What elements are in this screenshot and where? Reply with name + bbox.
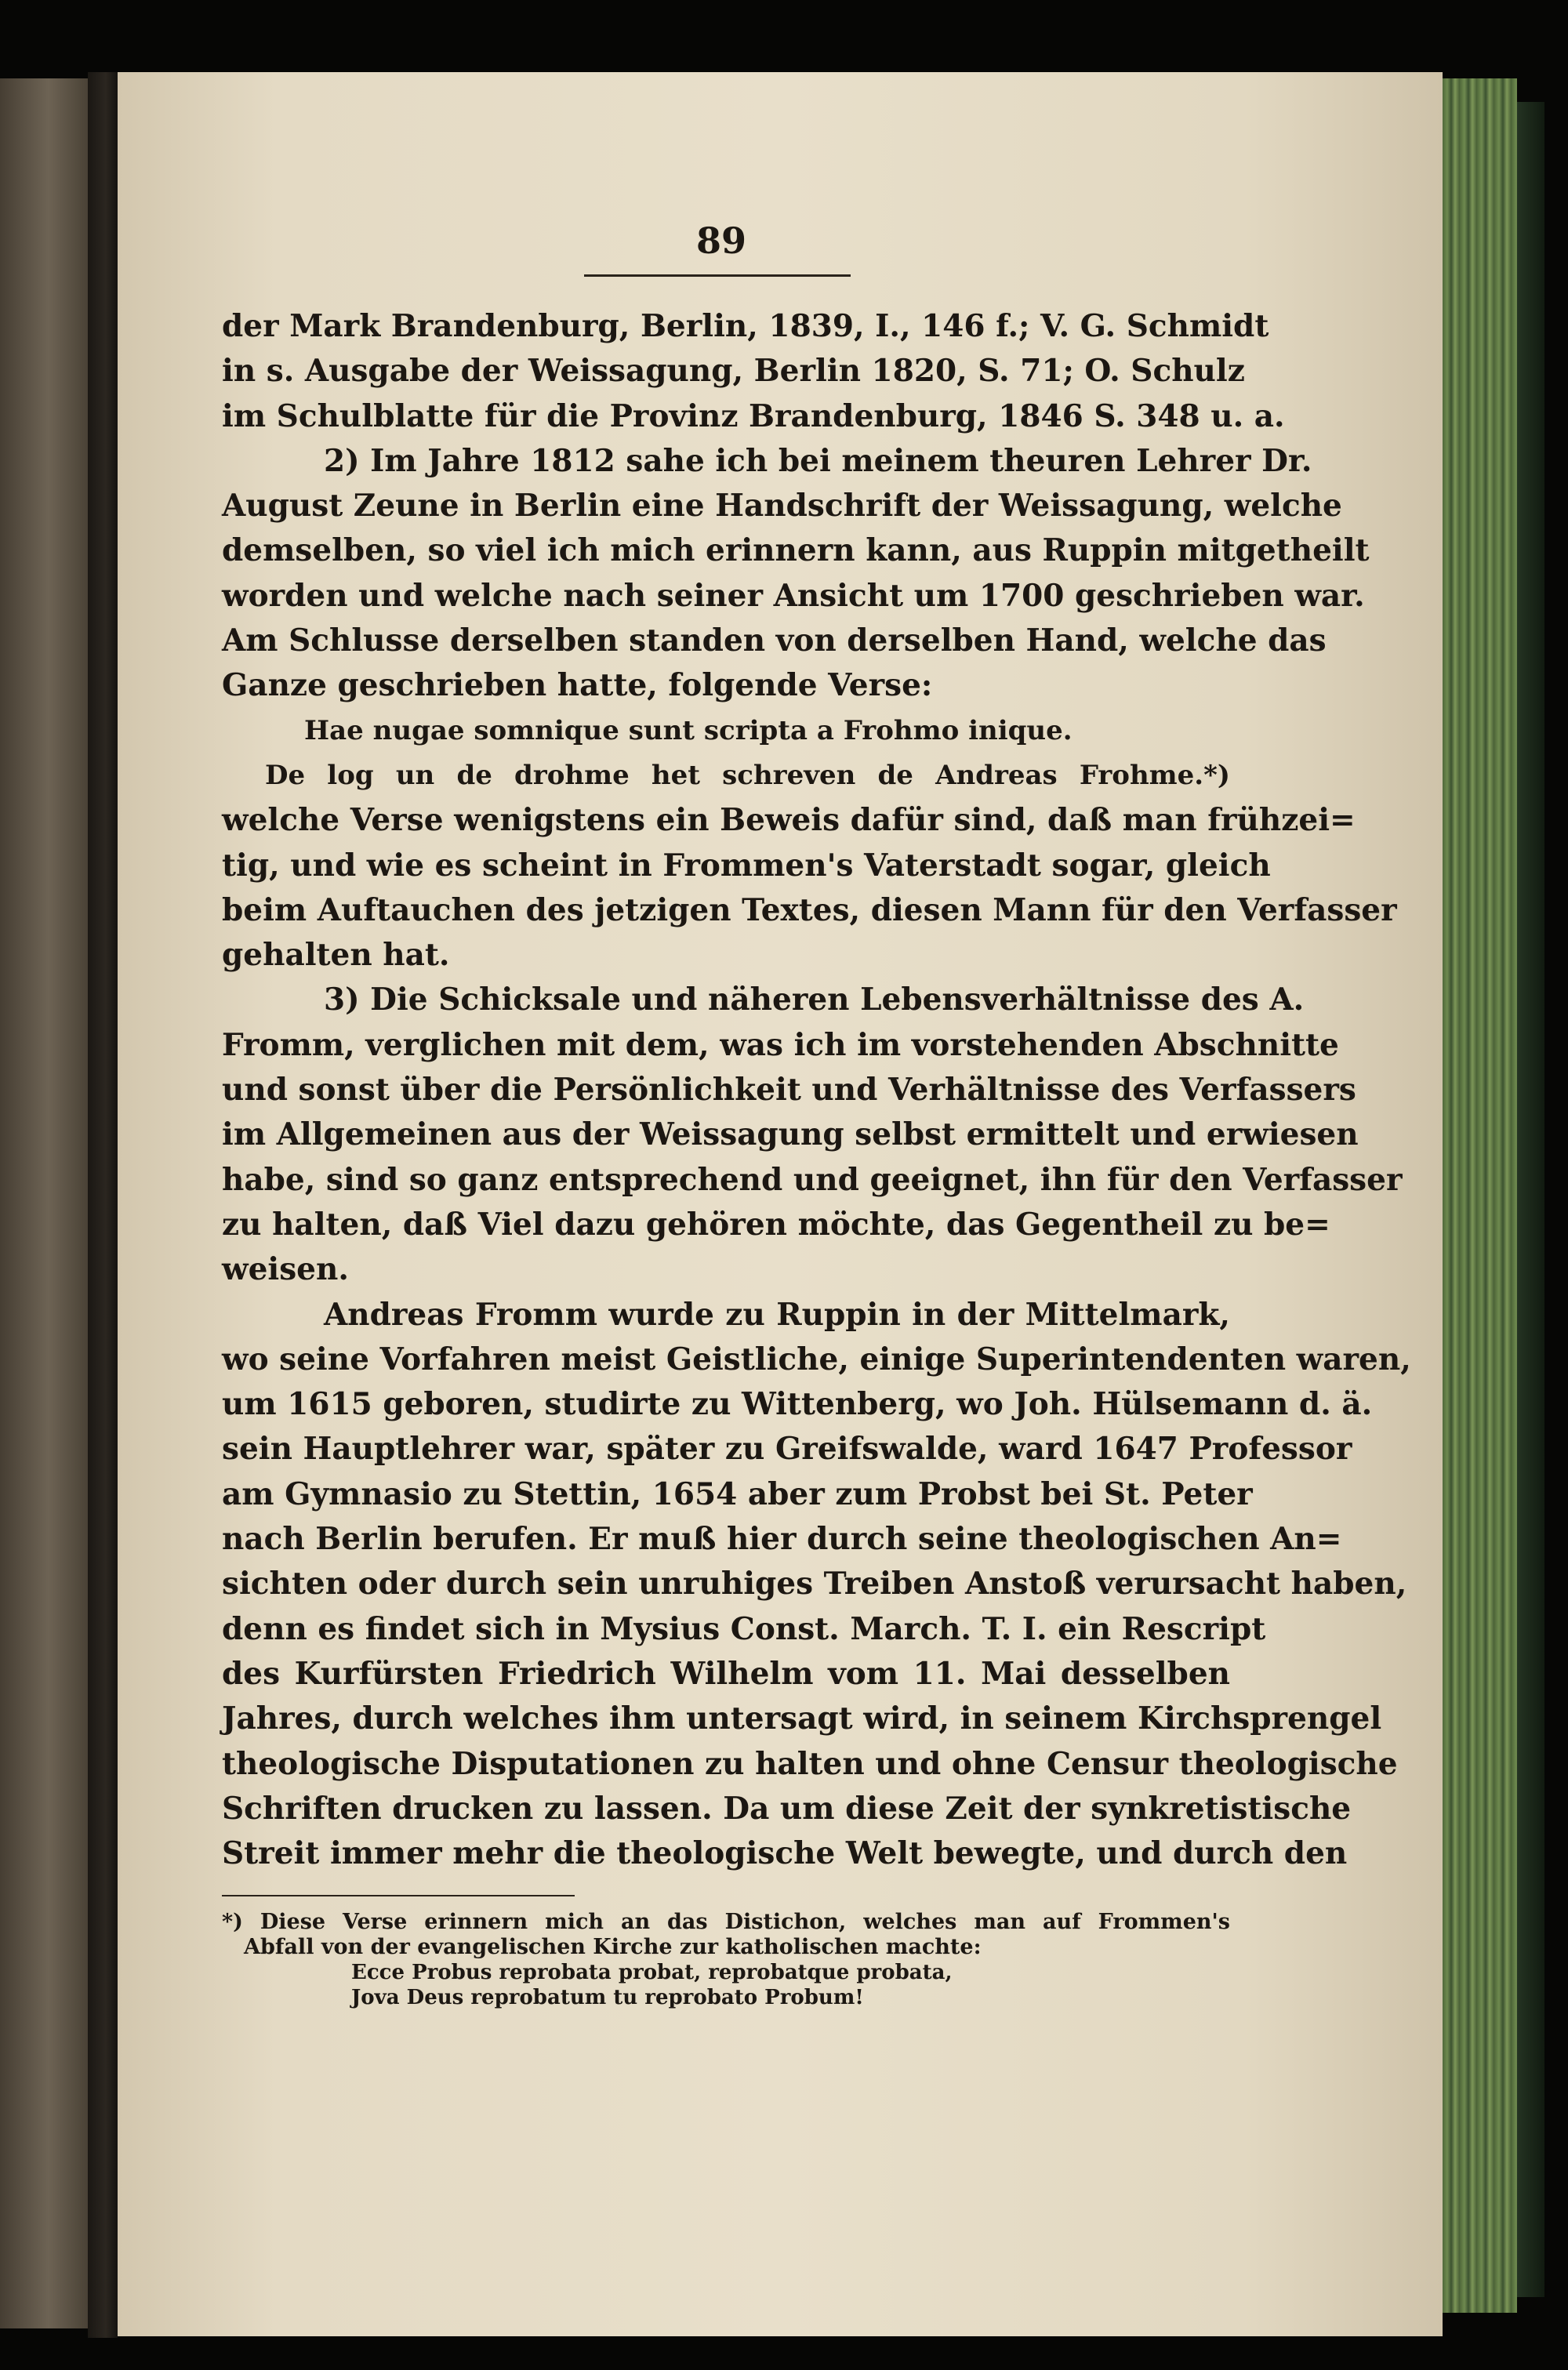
text-line: um 1615 geboren, studirte zu Wittenberg, wo Joh. Hülsemann d. ä. [222,1386,1373,1423]
text-line: denn es findet sich in Mysius Const. March. T. I. ein Rescript [222,1610,1266,1647]
footnote-verse-line: Jova Deus reprobatum tu reprobato Probum! [351,1986,864,2009]
text-line: Ganze geschrieben hatte, folgende Verse: [222,667,933,704]
text-line: Jahres, durch welches ihm untersagt wird, in seinem Kirchsprengel [222,1700,1382,1737]
footnote [222,1910,1230,2010]
text-line: theologische Disputationen zu halten und ohne Censur theologische [222,1745,1398,1782]
text-line: sichten oder durch sein unruhiges Treiben Anstoß verursacht haben, [222,1566,1407,1602]
header-rule [584,274,851,277]
left-page-edge [0,78,88,2328]
text-line: wo seine Vorfahren meist Geistliche, einige Superintendenten waren, [222,1341,1411,1377]
text-line: der Mark Brandenburg, Berlin, 1839, I., 146 f.; V. G. Schmidt [222,308,1269,344]
book-cover-edge [1517,102,1544,2297]
text-line: und sonst über die Persönlichkeit und Verhältnisse des Verfassers [222,1072,1356,1109]
text-line: weisen. [222,1251,349,1288]
text-line: welche Verse wenigstens ein Beweis dafür sind, daß man frühzei= [222,802,1356,839]
footnote-verse-line: Ecce Probus reprobata probat, reprobatque probata, [351,1961,953,1984]
text-line: Schriften drucken zu lassen. Da um diese Zeit der synkretistische [222,1790,1352,1827]
footnote-rule [222,1895,575,1896]
book-gutter [88,72,118,2338]
text-line: tig, und wie es scheint in Frommen's Vaterstadt sogar, gleich [222,847,1271,884]
text-line: Andreas Fromm wurde zu Ruppin in der Mittelmark, [324,1296,1230,1333]
text-line: gehalten hat. [222,937,450,974]
text-line: habe, sind so ganz entsprechend und geeignet, ihn für den Verfasser [222,1161,1403,1198]
footnote-line: Abfall von der evangelischen Kirche zur katholischen machte: [244,1935,982,1959]
verse-line: Hae nugae somnique sunt scripta a Frohmo inique. [304,714,1073,746]
text-line: des Kurfürsten Friedrich Wilhelm vom 11. Mai desselben [222,1655,1230,1692]
text-line: Streit immer mehr die theologische Welt bewegte, und durch den [222,1835,1348,1872]
page-stack-edge [1443,78,1517,2313]
text-line: am Gymnasio zu Stettin, 1654 aber zum Probst bei St. Peter [222,1475,1253,1512]
text-line: Fromm, verglichen mit dem, was ich im vorstehenden Abschnitte [222,1026,1339,1063]
text-line: im Allgemeinen aus der Weissagung selbst ermittelt und erwiesen [222,1116,1359,1153]
text-line: nach Berlin berufen. Er muß hier durch seine theologischen An= [222,1521,1342,1558]
text-line: 3) Die Schicksale und näheren Lebensverhältnisse des A. [324,982,1305,1018]
text-line: 2) Im Jahre 1812 sahe ich bei meinem theuren Lehrer Dr. [324,442,1312,479]
text-line: worden und welche nach seiner Ansicht um 1700 geschrieben war. [222,577,1365,614]
text-line: Am Schlusse derselben standen von derselben Hand, welche das [222,622,1327,659]
text-line: sein Hauptlehrer war, später zu Greifswalde, ward 1647 Professor [222,1431,1352,1468]
text-line: beim Auftauchen des jetzigen Textes, diesen Mann für den Verfasser [222,891,1397,928]
text-line: zu halten, daß Viel dazu gehören möchte, das Gegentheil zu be= [222,1206,1330,1243]
text-line: in s. Ausgabe der Weissagung, Berlin 1820, S. 71; O. Schulz [222,353,1245,390]
text-line: August Zeune in Berlin eine Handschrift der Weissagung, welche [222,488,1342,524]
text-line: demselben, so viel ich mich erinnern kann, aus Ruppin mitgetheilt [222,532,1370,569]
text-line: im Schulblatte für die Provinz Brandenburg, 1846 S. 348 u. a. [222,397,1285,434]
main-text [222,304,1411,1876]
page-number: 89 [695,220,746,262]
verse-line: De log un de drohme het schreven de Andreas Frohme.*) [265,759,1230,791]
footnote-line: *) Diese Verse erinnern mich an das Distichon, welches man auf Frommen's [222,1910,1230,1934]
